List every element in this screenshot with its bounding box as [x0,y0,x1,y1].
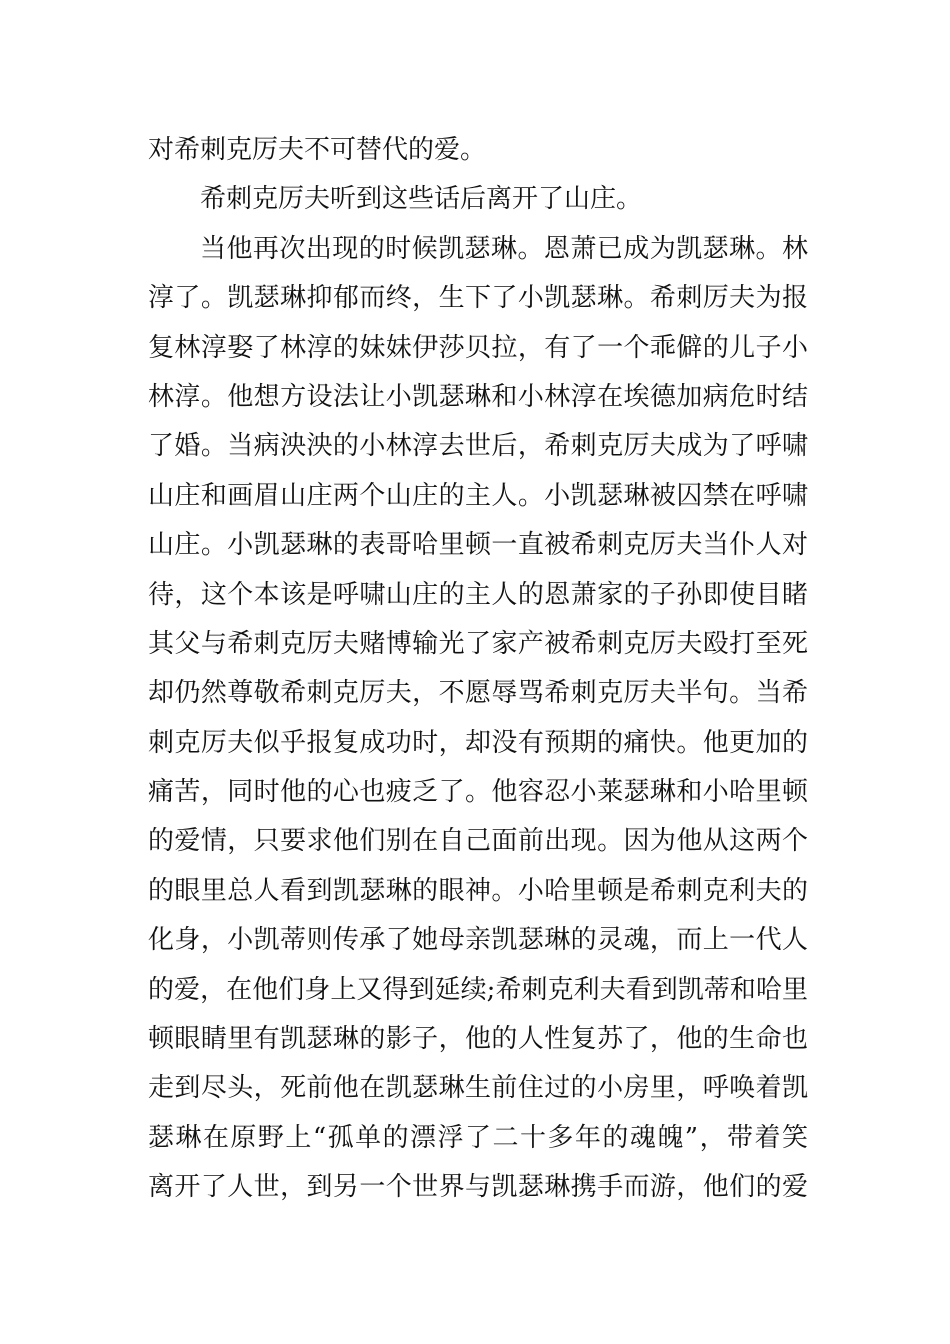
text-line: 痛苦，同时他的心也疲乏了。他容忍小莱瑟琳和小哈里顿 [148,777,808,808]
text-line: 的爱情，只要求他们别在自己面前出现。因为他从这两个 [148,826,808,857]
text-line: 化身，小凯蒂则传承了她母亲凯瑟琳的灵魂，而上一代人 [148,925,808,956]
text-line: 希刺克厉夫听到这些话后离开了山庄。 [200,184,643,215]
text-line: 复林淳娶了林淳的妹妹伊莎贝拉，有了一个乖僻的儿子小 [148,332,808,363]
text-line: 刺克厉夫似乎报复成功时，却没有预期的痛快。他更加的 [148,727,808,758]
text-line: 瑟琳在原野上“孤单的漂浮了二十多年的魂魄”，带着笑 [148,1122,808,1153]
text-line: 走到尽头，死前他在凯瑟琳生前住过的小房里，呼唤着凯 [148,1073,808,1104]
text-line: 的爱，在他们身上又得到延续;希刺克利夫看到凯蒂和哈里 [148,974,808,1005]
text-line: 山庄。小凯瑟琳的表哥哈里顿一直被希刺克厉夫当仆人对 [148,530,808,561]
text-line: 待，这个本该是呼啸山庄的主人的恩萧家的子孙即使目睹 [148,579,808,610]
text-line: 离开了人世，到另一个世界与凯瑟琳携手而游，他们的爱 [148,1172,808,1203]
text-line: 山庄和画眉山庄两个山庄的主人。小凯瑟琳被囚禁在呼啸 [148,480,808,511]
text-line: 了婚。当病泱泱的小林淳去世后，希刺克厉夫成为了呼啸 [148,431,808,462]
text-line: 其父与希刺克厉夫赌博输光了家产被希刺克厉夫殴打至死 [148,628,808,659]
text-line: 林淳。他想方设法让小凯瑟琳和小林淳在埃德加病危时结 [148,381,808,412]
body-text [148,126,808,1213]
text-line: 顿眼睛里有凯瑟琳的影子，他的人性复苏了，他的生命也 [148,1024,808,1055]
text-line: 却仍然尊敬希刺克厉夫，不愿辱骂希刺克厉夫半句。当希 [148,678,808,709]
text-line: 当他再次出现的时候凯瑟琳。恩萧已成为凯瑟琳。林 [200,233,808,264]
text-line: 淳了。凯瑟琳抑郁而终，生下了小凯瑟琳。希刺厉夫为报 [148,283,808,314]
text-line: 对希刺克厉夫不可替代的爱。 [148,135,487,165]
text-line: 的眼里总人看到凯瑟琳的眼神。小哈里顿是希刺克利夫的 [148,875,808,906]
